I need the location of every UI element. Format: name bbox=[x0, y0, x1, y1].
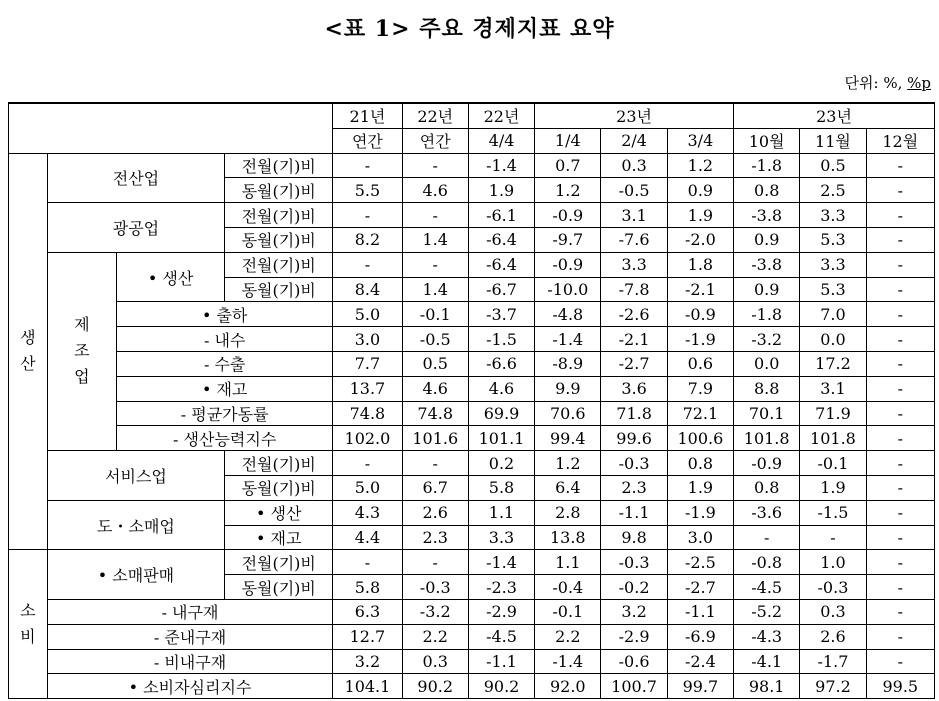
group-consumption-label: 소 비 bbox=[9, 550, 48, 699]
value-cell: -1.1 bbox=[468, 649, 534, 674]
value-cell: 3.1 bbox=[601, 203, 667, 228]
row-label-retail: • 소매판매 bbox=[47, 550, 224, 600]
header-row-years bbox=[9, 103, 935, 128]
value-cell: -6.6 bbox=[468, 351, 534, 376]
value-cell: -10.0 bbox=[535, 277, 601, 302]
row-label-domestic: - 내수 bbox=[117, 327, 333, 352]
value-cell: - bbox=[866, 475, 934, 500]
value-cell: 3.1 bbox=[800, 376, 866, 401]
header-period: 12월 bbox=[866, 128, 934, 153]
row-sublabel: 전월(기)비 bbox=[225, 550, 333, 575]
value-cell: -3.2 bbox=[734, 327, 800, 352]
value-cell: 2.6 bbox=[402, 500, 468, 525]
row-label-mining: 광공업 bbox=[47, 203, 224, 253]
header-period: 3/4 bbox=[667, 128, 733, 153]
value-cell: -3.7 bbox=[468, 302, 534, 327]
value-cell: 9.9 bbox=[535, 376, 601, 401]
value-cell: 102.0 bbox=[333, 426, 402, 451]
table-row bbox=[9, 351, 935, 376]
value-cell: -1.5 bbox=[468, 327, 534, 352]
header-year: 22년 bbox=[468, 103, 534, 128]
value-cell: 0.9 bbox=[734, 227, 800, 252]
value-cell: -1.1 bbox=[601, 500, 667, 525]
value-cell: - bbox=[402, 451, 468, 476]
table-row bbox=[9, 153, 935, 178]
header-year: 21년 bbox=[333, 103, 402, 128]
value-cell: 2.5 bbox=[800, 178, 866, 203]
value-cell: - bbox=[333, 550, 402, 575]
value-cell: -2.5 bbox=[667, 550, 733, 575]
group-manufacturing-label: 제 조 업 bbox=[47, 252, 116, 450]
value-cell: 3.0 bbox=[333, 327, 402, 352]
value-cell: - bbox=[866, 451, 934, 476]
value-cell: - bbox=[402, 252, 468, 277]
value-cell: 5.0 bbox=[333, 475, 402, 500]
value-cell: 101.6 bbox=[402, 426, 468, 451]
value-cell: -1.8 bbox=[734, 153, 800, 178]
header-period: 연간 bbox=[333, 128, 402, 153]
value-cell: - bbox=[402, 203, 468, 228]
row-sublabel: 동월(기)비 bbox=[225, 575, 333, 600]
value-cell: 0.8 bbox=[734, 475, 800, 500]
value-cell: - bbox=[866, 178, 934, 203]
value-cell: - bbox=[734, 525, 800, 550]
value-cell: -0.9 bbox=[535, 252, 601, 277]
value-cell: 3.3 bbox=[468, 525, 534, 550]
value-cell: 5.0 bbox=[333, 302, 402, 327]
value-cell: -1.4 bbox=[535, 649, 601, 674]
value-cell: -0.9 bbox=[667, 302, 733, 327]
value-cell: -0.9 bbox=[535, 203, 601, 228]
value-cell: -4.5 bbox=[734, 575, 800, 600]
value-cell: 8.8 bbox=[734, 376, 800, 401]
row-label-consumer-sentiment: • 소비자심리지수 bbox=[47, 674, 333, 699]
value-cell: 0.3 bbox=[402, 649, 468, 674]
value-cell: -2.4 bbox=[667, 649, 733, 674]
value-cell: 101.1 bbox=[468, 426, 534, 451]
value-cell: -1.4 bbox=[468, 153, 534, 178]
value-cell: 4.6 bbox=[402, 376, 468, 401]
header-period: 10월 bbox=[734, 128, 800, 153]
value-cell: - bbox=[866, 550, 934, 575]
value-cell: 0.6 bbox=[667, 351, 733, 376]
header-year: 22년 bbox=[402, 103, 468, 128]
value-cell: 3.6 bbox=[601, 376, 667, 401]
value-cell: - bbox=[866, 426, 934, 451]
value-cell: 69.9 bbox=[468, 401, 534, 426]
header-year: 23년 bbox=[535, 103, 734, 128]
row-sublabel: 동월(기)비 bbox=[225, 475, 333, 500]
value-cell: 7.0 bbox=[800, 302, 866, 327]
row-sublabel: 전월(기)비 bbox=[225, 153, 333, 178]
table-row bbox=[9, 624, 935, 649]
value-cell: - bbox=[866, 277, 934, 302]
value-cell: 0.9 bbox=[734, 277, 800, 302]
value-cell: 2.2 bbox=[535, 624, 601, 649]
value-cell: 1.8 bbox=[667, 252, 733, 277]
value-cell: - bbox=[866, 227, 934, 252]
value-cell: 99.6 bbox=[601, 426, 667, 451]
row-label-export: - 수출 bbox=[117, 351, 333, 376]
row-sublabel: 동월(기)비 bbox=[225, 227, 333, 252]
value-cell: -6.9 bbox=[667, 624, 733, 649]
value-cell: 1.4 bbox=[402, 277, 468, 302]
value-cell: 3.3 bbox=[601, 252, 667, 277]
row-label-capacity: - 생산능력지수 bbox=[117, 426, 333, 451]
row-label-services: 서비스업 bbox=[47, 451, 224, 501]
value-cell: -3.2 bbox=[402, 599, 468, 624]
header-period: 2/4 bbox=[601, 128, 667, 153]
value-cell: - bbox=[866, 252, 934, 277]
unit-note: 단위: %, %p bbox=[844, 74, 931, 92]
value-cell: -7.6 bbox=[601, 227, 667, 252]
value-cell: 99.4 bbox=[535, 426, 601, 451]
value-cell: -1.9 bbox=[667, 500, 733, 525]
value-cell: -2.0 bbox=[667, 227, 733, 252]
table-row bbox=[9, 550, 935, 575]
row-label-shipment: • 출하 bbox=[117, 302, 333, 327]
value-cell: -2.1 bbox=[601, 327, 667, 352]
value-cell: -0.1 bbox=[535, 599, 601, 624]
value-cell: -2.9 bbox=[601, 624, 667, 649]
row-sublabel: 전월(기)비 bbox=[225, 203, 333, 228]
value-cell: 7.7 bbox=[333, 351, 402, 376]
value-cell: 3.0 bbox=[667, 525, 733, 550]
value-cell: 74.8 bbox=[333, 401, 402, 426]
row-sublabel: 전월(기)비 bbox=[225, 451, 333, 476]
value-cell: 0.3 bbox=[601, 153, 667, 178]
value-cell: 100.6 bbox=[667, 426, 733, 451]
table-row bbox=[9, 401, 935, 426]
value-cell: 1.2 bbox=[535, 451, 601, 476]
value-cell: 7.9 bbox=[667, 376, 733, 401]
value-cell: -0.1 bbox=[800, 451, 866, 476]
value-cell: 2.6 bbox=[800, 624, 866, 649]
value-cell: -2.3 bbox=[468, 575, 534, 600]
value-cell: 6.7 bbox=[402, 475, 468, 500]
value-cell: -0.3 bbox=[601, 550, 667, 575]
value-cell: -4.1 bbox=[734, 649, 800, 674]
value-cell: -2.7 bbox=[667, 575, 733, 600]
value-cell: 0.8 bbox=[667, 451, 733, 476]
table-row bbox=[9, 649, 935, 674]
value-cell: -6.1 bbox=[468, 203, 534, 228]
value-cell: 2.3 bbox=[601, 475, 667, 500]
value-cell: -0.3 bbox=[601, 451, 667, 476]
header-period: 연간 bbox=[402, 128, 468, 153]
value-cell: -3.6 bbox=[734, 500, 800, 525]
value-cell: - bbox=[333, 451, 402, 476]
header-blank bbox=[9, 103, 333, 153]
value-cell: 71.9 bbox=[800, 401, 866, 426]
value-cell: -1.4 bbox=[535, 327, 601, 352]
value-cell: 92.0 bbox=[535, 674, 601, 699]
value-cell: 1.9 bbox=[667, 475, 733, 500]
value-cell: 97.2 bbox=[800, 674, 866, 699]
value-cell: 5.3 bbox=[800, 227, 866, 252]
value-cell: 100.7 bbox=[601, 674, 667, 699]
value-cell: 4.6 bbox=[402, 178, 468, 203]
value-cell: 2.3 bbox=[402, 525, 468, 550]
value-cell: 0.2 bbox=[468, 451, 534, 476]
value-cell: -0.5 bbox=[402, 327, 468, 352]
row-label-durable: - 내구재 bbox=[47, 599, 333, 624]
value-cell: - bbox=[866, 203, 934, 228]
row-sublabel: • 재고 bbox=[225, 525, 333, 550]
table-row bbox=[9, 252, 935, 277]
value-cell: -0.3 bbox=[402, 575, 468, 600]
value-cell: 6.3 bbox=[333, 599, 402, 624]
value-cell: 3.3 bbox=[800, 252, 866, 277]
value-cell: 4.3 bbox=[333, 500, 402, 525]
value-cell: 4.6 bbox=[468, 376, 534, 401]
value-cell: -1.9 bbox=[667, 327, 733, 352]
value-cell: 1.0 bbox=[800, 550, 866, 575]
value-cell: 8.2 bbox=[333, 227, 402, 252]
header-year: 23년 bbox=[734, 103, 935, 128]
value-cell: 70.6 bbox=[535, 401, 601, 426]
value-cell: - bbox=[333, 153, 402, 178]
value-cell: 1.9 bbox=[468, 178, 534, 203]
row-label-wholesale: 도・소매업 bbox=[47, 500, 224, 550]
value-cell: -0.6 bbox=[601, 649, 667, 674]
table-title: <표 1> 주요 경제지표 요약 bbox=[324, 16, 615, 42]
value-cell: 1.1 bbox=[468, 500, 534, 525]
value-cell: 0.3 bbox=[800, 599, 866, 624]
value-cell: 5.3 bbox=[800, 277, 866, 302]
value-cell: 99.5 bbox=[866, 674, 934, 699]
value-cell: -1.7 bbox=[800, 649, 866, 674]
value-cell: 13.8 bbox=[535, 525, 601, 550]
value-cell: -0.4 bbox=[535, 575, 601, 600]
value-cell: -2.9 bbox=[468, 599, 534, 624]
table-row bbox=[9, 599, 935, 624]
value-cell: -2.1 bbox=[667, 277, 733, 302]
value-cell: 6.4 bbox=[535, 475, 601, 500]
table-row bbox=[9, 203, 935, 228]
value-cell: -1.8 bbox=[734, 302, 800, 327]
value-cell: -6.4 bbox=[468, 227, 534, 252]
value-cell: -6.7 bbox=[468, 277, 534, 302]
value-cell: -0.5 bbox=[601, 178, 667, 203]
value-cell: 8.4 bbox=[333, 277, 402, 302]
value-cell: - bbox=[333, 203, 402, 228]
value-cell: 0.0 bbox=[734, 351, 800, 376]
value-cell: 5.8 bbox=[468, 475, 534, 500]
value-cell: -2.7 bbox=[601, 351, 667, 376]
table-row bbox=[9, 674, 935, 699]
value-cell: 104.1 bbox=[333, 674, 402, 699]
value-cell: - bbox=[866, 302, 934, 327]
table-row bbox=[9, 376, 935, 401]
value-cell: - bbox=[866, 575, 934, 600]
value-cell: 1.1 bbox=[535, 550, 601, 575]
value-cell: 0.0 bbox=[800, 327, 866, 352]
value-cell: -0.3 bbox=[800, 575, 866, 600]
header-period: 11월 bbox=[800, 128, 866, 153]
row-label-all-industry: 전산업 bbox=[47, 153, 224, 203]
value-cell: - bbox=[402, 550, 468, 575]
value-cell: 0.7 bbox=[535, 153, 601, 178]
value-cell: - bbox=[866, 649, 934, 674]
row-sublabel: • 생산 bbox=[225, 500, 333, 525]
value-cell: -0.2 bbox=[601, 575, 667, 600]
value-cell: 0.9 bbox=[667, 178, 733, 203]
row-label-inventory: • 재고 bbox=[117, 376, 333, 401]
value-cell: -4.3 bbox=[734, 624, 800, 649]
value-cell: - bbox=[866, 376, 934, 401]
value-cell: 0.5 bbox=[402, 351, 468, 376]
row-label-utilization: - 평균가동률 bbox=[117, 401, 333, 426]
value-cell: -1.1 bbox=[667, 599, 733, 624]
row-sublabel: 동월(기)비 bbox=[225, 277, 333, 302]
value-cell: 101.8 bbox=[734, 426, 800, 451]
value-cell: 3.3 bbox=[800, 203, 866, 228]
table-row bbox=[9, 327, 935, 352]
row-sublabel: 동월(기)비 bbox=[225, 178, 333, 203]
value-cell: -4.5 bbox=[468, 624, 534, 649]
row-label-nondurable: - 비내구재 bbox=[47, 649, 333, 674]
value-cell: -2.6 bbox=[601, 302, 667, 327]
table-row bbox=[9, 500, 935, 525]
value-cell: 98.1 bbox=[734, 674, 800, 699]
value-cell: 0.5 bbox=[800, 153, 866, 178]
value-cell: -0.8 bbox=[734, 550, 800, 575]
value-cell: 71.8 bbox=[601, 401, 667, 426]
value-cell: -5.2 bbox=[734, 599, 800, 624]
value-cell: -0.9 bbox=[734, 451, 800, 476]
value-cell: 74.8 bbox=[402, 401, 468, 426]
value-cell: - bbox=[333, 252, 402, 277]
value-cell: 1.4 bbox=[402, 227, 468, 252]
value-cell: 5.5 bbox=[333, 178, 402, 203]
value-cell: 12.7 bbox=[333, 624, 402, 649]
value-cell: 17.2 bbox=[800, 351, 866, 376]
value-cell: 3.2 bbox=[333, 649, 402, 674]
value-cell: 9.8 bbox=[601, 525, 667, 550]
value-cell: - bbox=[866, 327, 934, 352]
value-cell: - bbox=[866, 599, 934, 624]
value-cell: - bbox=[866, 351, 934, 376]
value-cell: - bbox=[866, 153, 934, 178]
value-cell: 90.2 bbox=[402, 674, 468, 699]
group-production-label: 생 산 bbox=[9, 153, 48, 550]
header-period: 1/4 bbox=[535, 128, 601, 153]
value-cell: -8.9 bbox=[535, 351, 601, 376]
value-cell: 4.4 bbox=[333, 525, 402, 550]
row-label-semi-durable: - 준내구재 bbox=[47, 624, 333, 649]
value-cell: - bbox=[866, 401, 934, 426]
value-cell: 1.2 bbox=[667, 153, 733, 178]
value-cell: -9.7 bbox=[535, 227, 601, 252]
value-cell: -6.4 bbox=[468, 252, 534, 277]
row-label-production: • 생산 bbox=[117, 252, 225, 302]
value-cell: - bbox=[800, 525, 866, 550]
row-sublabel: 전월(기)비 bbox=[225, 252, 333, 277]
value-cell: 2.2 bbox=[402, 624, 468, 649]
table-row bbox=[9, 302, 935, 327]
value-cell: 101.8 bbox=[800, 426, 866, 451]
value-cell: -1.5 bbox=[800, 500, 866, 525]
economic-indicators-table bbox=[8, 102, 935, 699]
value-cell: -3.8 bbox=[734, 252, 800, 277]
value-cell: -0.1 bbox=[402, 302, 468, 327]
value-cell: -4.8 bbox=[535, 302, 601, 327]
value-cell: 99.7 bbox=[667, 674, 733, 699]
value-cell: 13.7 bbox=[333, 376, 402, 401]
value-cell: 3.2 bbox=[601, 599, 667, 624]
value-cell: 72.1 bbox=[667, 401, 733, 426]
value-cell: - bbox=[866, 624, 934, 649]
value-cell: -7.8 bbox=[601, 277, 667, 302]
value-cell: -3.8 bbox=[734, 203, 800, 228]
header-period: 4/4 bbox=[468, 128, 534, 153]
value-cell: 2.8 bbox=[535, 500, 601, 525]
value-cell: 0.8 bbox=[734, 178, 800, 203]
value-cell: 90.2 bbox=[468, 674, 534, 699]
value-cell: 5.8 bbox=[333, 575, 402, 600]
table-row bbox=[9, 426, 935, 451]
value-cell: 70.1 bbox=[734, 401, 800, 426]
value-cell: 1.2 bbox=[535, 178, 601, 203]
table-row bbox=[9, 451, 935, 476]
value-cell: -1.4 bbox=[468, 550, 534, 575]
value-cell: - bbox=[866, 500, 934, 525]
value-cell: - bbox=[402, 153, 468, 178]
value-cell: 1.9 bbox=[667, 203, 733, 228]
value-cell: - bbox=[866, 525, 934, 550]
value-cell: 1.9 bbox=[800, 475, 866, 500]
